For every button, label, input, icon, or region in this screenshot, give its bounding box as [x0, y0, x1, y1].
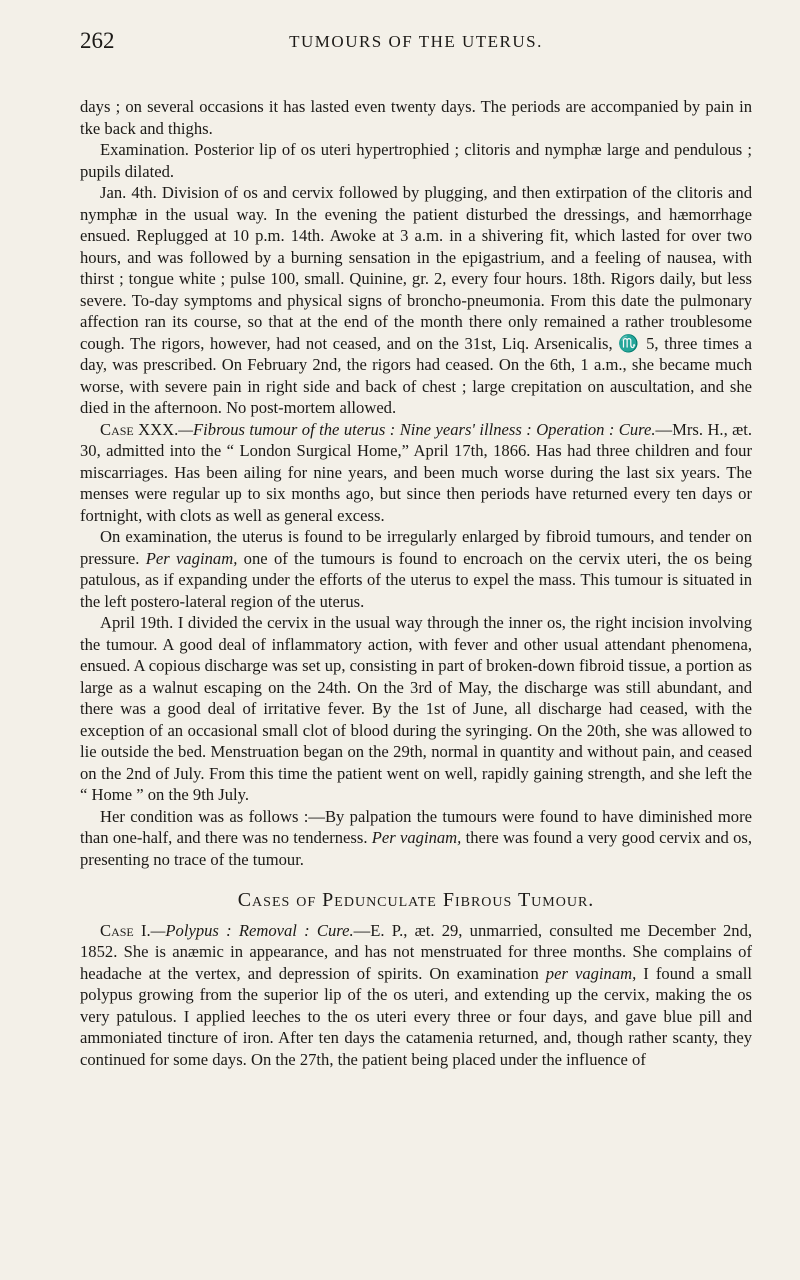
italic-run: Per vaginam,: [371, 828, 462, 847]
case-label: Case XXX.: [100, 419, 179, 439]
italic-run: Per vaginam,: [145, 548, 238, 568]
case-title: —Fibrous tumour of the uterus : Nine years' illness : Operation : Cure.: [178, 419, 656, 439]
section-heading: Cases of Pedunculate Fibrous Tumour.: [237, 889, 595, 911]
text-run: there was found a very good cervix and os, presenting no trace of the tumour.: [80, 828, 752, 869]
case-title: —Polypus : Removal : Cure.: [150, 920, 354, 940]
case-text: —Mrs. H., æt. 30, admitted into the “ London Surgical Home,” April 17th, 1866. Has had three children and four miscarriages. Has been ailing for nine years, and been much worse during the last six years. The menses were regular up to six months ago, but since then periods have returned every ten days or fortnight, with clots as well as general excess.: [80, 419, 752, 525]
body-text: [80, 96, 752, 1070]
paragraph-on-examination: [80, 526, 752, 612]
text-run: On examination, the uterus is found to be irregularly enlarged by fibroid tumours, and tender on pressure.: [80, 527, 752, 568]
italic-run: per vaginam,: [545, 963, 637, 983]
running-title: TUMOURS OF THE UTERUS.: [289, 32, 543, 51]
case-label: Case I.: [100, 920, 151, 940]
text-run: I found a small polypus growing from the superior lip of the os uteri, and extending up the cervix, making the os very patulous. I applied leeches to the os uteri every three or four days, and gave blue pill and ammoniated tincture of iron. After ten days the catamenia returned, and, though rather scanty, they continued for some days. On the 27th, the patient being placed under the influence of: [80, 963, 752, 1069]
paragraph-case-xxx: [80, 419, 752, 527]
text-run: Her condition was as follows :—By palpation the tumours were found to have diminished more than one-half, and there was no tenderness.: [80, 806, 752, 847]
paragraph-jan-4th: Jan. 4th. Division of os and cervix followed by plugging, and then extirpation of the clitoris and nymphæ in the usual way. In the evening the patient disturbed the dressings, and hæmorrhage ensued. Replugged at 10 p.m. 14th. Awoke at 3 a.m. in a shivering fit, which lasted for over two hours, and was followed by a burning sensation in the epigastrium, and a feeling of nausea, with thirst ; tongue white ; pulse 100, small. Quinine, gr. 2, every four hours. 18th. Rigors daily, but less severe. To-day symptoms and physical signs of broncho-pneumonia. From this date the pulmonary affection ran its course, so that at the end of the month there only remained a rather troublesome cough. The rigors, however, had not ceased, and on the 31st, Liq. Arsenicalis, ♏ 5, three times a day, was prescribed. On February 2nd, the rigors had ceased. On the 6th, 1 a.m., she became much worse, with severe pain in right side and back of chest ; large crepitation on auscultation, and she died in the afternoon. No post-mortem allowed.: [80, 183, 752, 417]
text-run: —E. P., æt. 29, unmarried, consulted me December 2nd, 1852. She is anæmic in appearance, and has not menstruated for three months. She complains of headache at the vertex, and depression of spirits. On examination: [80, 920, 753, 983]
paragraph-continued: days ; on several occasions it has lasted even twenty days. The periods are accompanied by pain in tke back and thighs.: [80, 97, 752, 138]
paragraph-case-i: [80, 920, 752, 1071]
paragraph-examination: Examination. Posterior lip of os uteri hypertrophied ; clitoris and nymphæ large and pendulous ; pupils dilated.: [80, 140, 752, 181]
text-run: one of the tumours is found to encroach on the cervix uteri, the os being patulous, as if expanding under the efforts of the uterus to expel the mass. This tumour is situated in the left postero-lateral region of the uterus.: [80, 548, 752, 611]
page-number: 262: [80, 28, 115, 53]
paragraph-april-19th: April 19th. I divided the cervix in the usual way through the inner os, the right incision involving the tumour. A good deal of inflammatory action, with fever and other usual attendant phenomena, ensued. A copious discharge was set up, consisting in part of broken-down fibroid tissue, a portion as large as a walnut escaping on the 24th. On the 3rd of May, the discharge was still abundant, and there was a good deal of irritative fever. By the 1st of June, all discharge had ceased, with the exception of an occasional small clot of blood during the syringing. On the 20th, she was allowed to lie outside the bed. Menstruation began on the 29th, normal in quantity and without pain, and ceased on the 2nd of July. From this time the patient went on well, rapidly gaining strength, and she left the “ Home ” on the 9th July.: [80, 613, 752, 804]
paragraph-her-condition: [80, 806, 752, 871]
running-head: [80, 28, 752, 72]
